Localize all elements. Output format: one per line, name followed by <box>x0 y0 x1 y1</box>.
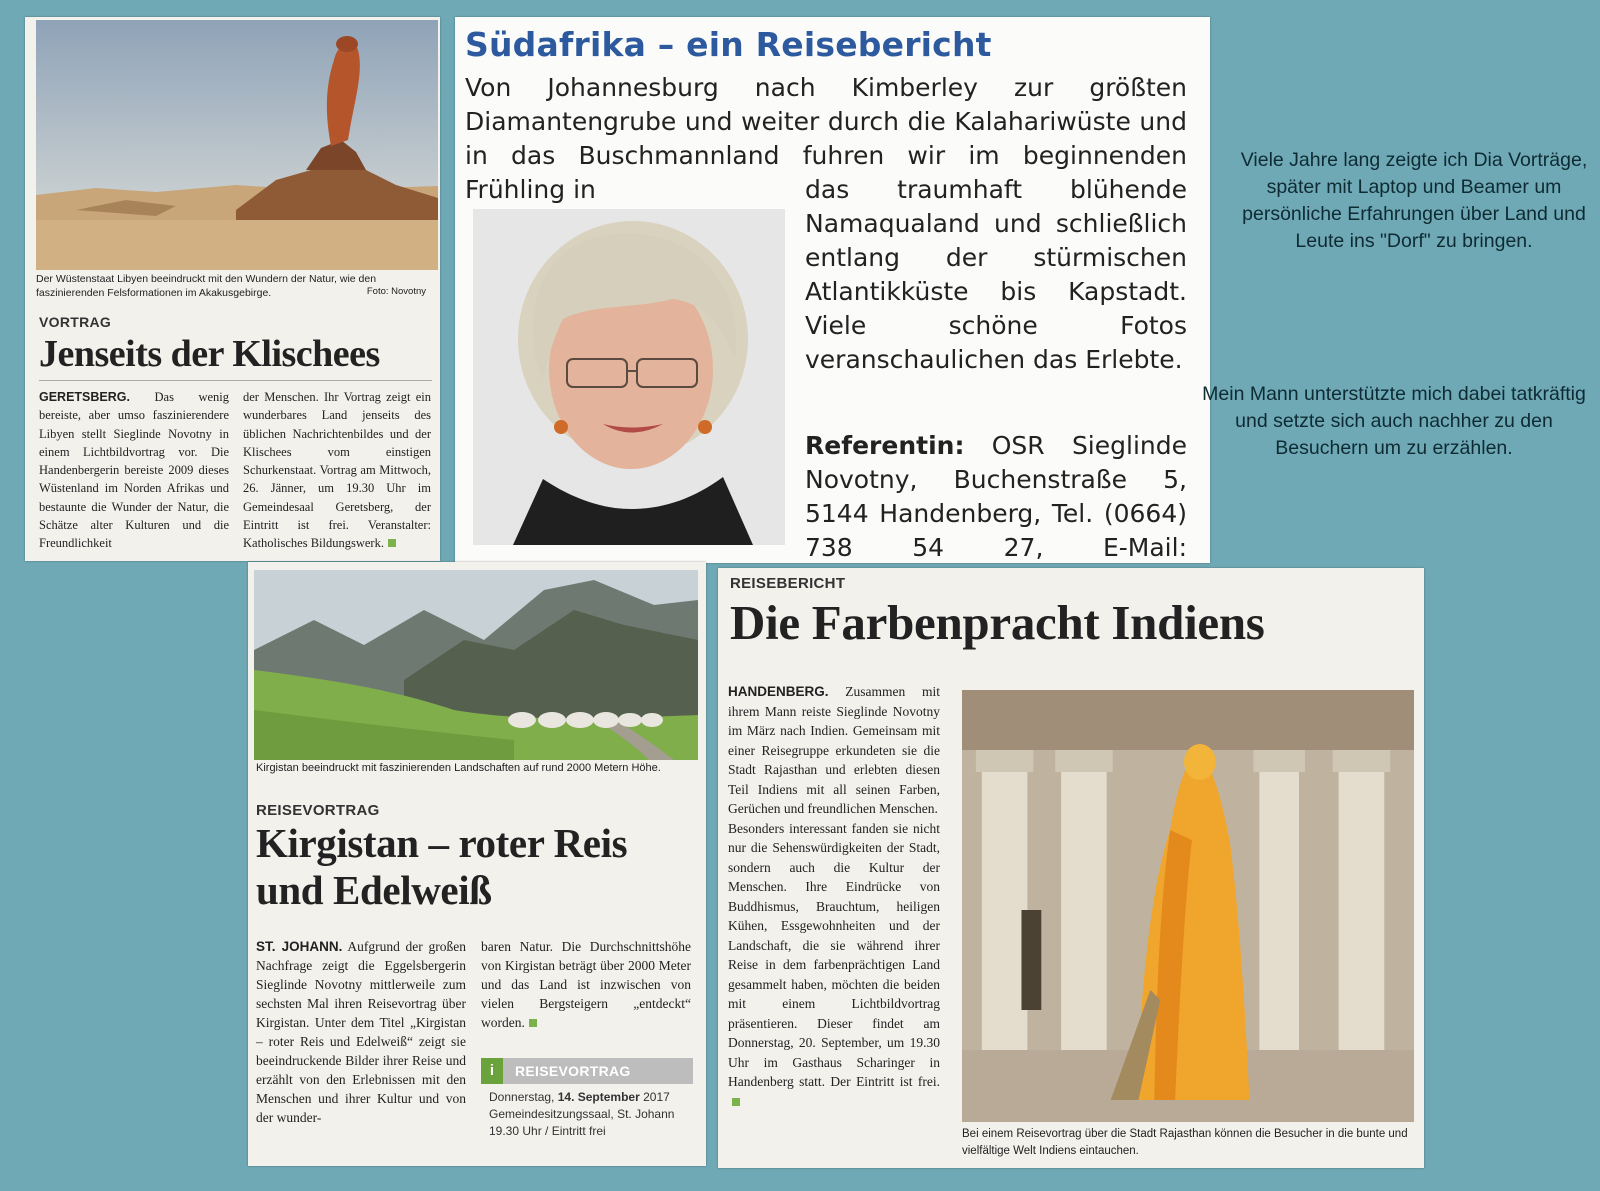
info-year: 2017 <box>643 1090 670 1104</box>
info-date: 14. September <box>557 1090 640 1104</box>
article-text: Besonders interessant fanden sie nicht nur die Sehenswürdigkeiten der Stadt, sondern auch die Kultur der Menschen. Ihre Eindrücke von Buddhismus, Brauchtum, heiligen Kühen, Essgewohnheiten und der Landschaft, die sie während ihrer Reise in dem farbenprächtigen Land gesammelt haben, möchten die beiden mit einem Lichtbildvortrag präsentieren. Dieser findet am Donnerstag, 20. September, um 19.30 Uhr im Gasthaus Scharinger in Handenberg statt. Der Eintritt ist frei. <box>728 820 940 1089</box>
info-time: 19.30 Uhr / Eintritt frei <box>489 1124 606 1138</box>
dateline: GERETSBERG. <box>39 390 130 404</box>
palace-woman-photo <box>962 690 1414 1122</box>
info-place: Gemeindesitzungssaal, St. Johann <box>489 1107 675 1121</box>
end-mark-icon <box>732 1098 740 1106</box>
end-mark-icon <box>388 539 396 547</box>
photo-caption: Bei einem Reisevortrag über die Stadt Rajasthan können die Besucher in die bunte und vielfältige Welt Indiens eintauchen. <box>962 1128 1408 1157</box>
desert-rock-photo <box>36 20 438 270</box>
contact-text: OSR Sieglinde Novotny, Buchenstraße 5, 5144 Handenberg, Tel. (0664) 738 54 27, E-Mail: <box>805 431 1187 562</box>
info-icon: i <box>481 1058 503 1084</box>
handwritten-note-1: Viele Jahre lang zeigte ich Dia Vorträge, später mit Laptop und Beamer um persönliche Erfahrungen über Land und Leute ins "Dorf" zu bringen. <box>1240 149 1588 252</box>
article-text: baren Natur. Die Durchschnittshöhe von Kirgistan beträgt über 2000 Meter und das Land ist inzwischen von vielen Bergsteigern „entdeckt“ worden. <box>481 939 691 1030</box>
photo-caption: Kirgistan beeindruckt mit faszinierenden Landschaften auf rund 2000 Metern Höhe. <box>256 762 661 774</box>
end-mark-icon <box>529 1019 537 1027</box>
info-details <box>481 1084 693 1140</box>
headline: Die Farbenpracht Indiens <box>730 595 1265 650</box>
handwritten-note-2: Mein Mann unterstützte mich dabei tatkräftig und setzte sich auch nachher zu den Besuchern um zu erzählen. <box>1202 383 1586 459</box>
article-text: Das wenig bereiste, aber umso faszinierendere Libyen stellt Sieglinde Novotny in einem Lichtbildvortrag vor. Die Handenbergerin bereiste 2009 dieses Wüstenland im Norden Afrikas und bestaunte die Wunder der Natur, die Schätze alter Kulturen und die Freundlichkeit <box>39 390 229 551</box>
mountain-valley-photo <box>254 570 698 760</box>
article-column-1 <box>39 388 229 553</box>
portrait-photo <box>473 209 785 545</box>
article-text: der Menschen. Ihr Vortrag zeigt ein wunderbares Land jenseits des üblichen Nachrichtenbildes und der Klischees vom einstigen Schurkenstaat. Vortrag am Mittwoch, 26. Jänner, um 19.30 Uhr im Gemeindesaal Geretsberg, der Eintritt ist frei. Veranstalter: Katholisches Bildungswerk. <box>243 390 431 551</box>
dateline: ST. JOHANN. <box>256 939 343 954</box>
contact-block <box>805 429 1187 563</box>
photo-caption: Der Wüstenstaat Libyen beeindruckt mit den Wundern der Natur, wie den faszinierenden Felsformationen im Akakusgebirge. <box>36 273 377 299</box>
photo-credit: Foto: Novotny <box>366 286 426 297</box>
clipping-indien <box>718 568 1424 1168</box>
divider <box>39 380 432 381</box>
clipping-kirgistan <box>248 562 706 1166</box>
kicker: REISEBERICHT <box>730 575 846 592</box>
event-info-box <box>481 1058 693 1140</box>
headline: Jenseits der Klischees <box>39 333 380 375</box>
intro-text: Von Johannesburg nach Kimberley zur größten Diamantengrube und weiter durch die Kalahariwüste und in das Buschmannland fuhren wir im beginnenden Frühling in <box>465 73 1187 204</box>
article-text: Aufgrund der großen Nachfrage zeigt die Eggelsbergerin Sieglinde Novotny mittlerweile zum sechsten Mal ihren Reisevortrag über Kirgistan. Unter dem Titel „Kirgistan – roter Reis und Edelweiß“ zeigt sie beeindruckende Bilder ihrer Reise und erzählt von den Erlebnissen mit den Menschen und ihrer Kultur und von der wunder- <box>256 939 466 1125</box>
headline: Südafrika – ein Reisebericht <box>465 25 992 64</box>
article-text: Zusammen mit ihrem Mann reiste Sieglinde Novotny im März nach Indien. Gemeinsam mit einer Reisegruppe erkundeten sie die Stadt Rajasthan und erlebten diesen Teil Indiens mit all seinen Farben, Gerüchen und freundlichen Menschen. <box>728 684 940 816</box>
info-label: REISEVORTRAG <box>515 1063 631 1079</box>
kicker: REISEVORTRAG <box>256 802 380 819</box>
kicker: VORTRAG <box>39 314 112 330</box>
clipping-suedafrika <box>455 17 1210 563</box>
info-header <box>481 1058 693 1084</box>
clipping-libya <box>25 17 440 561</box>
continuation-text: das traumhaft blühende Namaqualand und schließlich entlang der stürmischen Atlantikküste bis Kapstadt. Viele schöne Fotos veranschaulichen das Erlebte. <box>805 175 1187 374</box>
dateline: HANDENBERG. <box>728 684 829 699</box>
info-date-prefix: Donnerstag, <box>489 1090 555 1104</box>
article-column-2 <box>481 937 691 1032</box>
contact-label: Referentin: <box>805 431 965 460</box>
article-column-2 <box>243 388 431 553</box>
headline: Kirgistan – roter Reis und Edelweiß <box>256 820 628 913</box>
article-column-1 <box>256 937 466 1127</box>
article-column <box>728 682 940 1111</box>
